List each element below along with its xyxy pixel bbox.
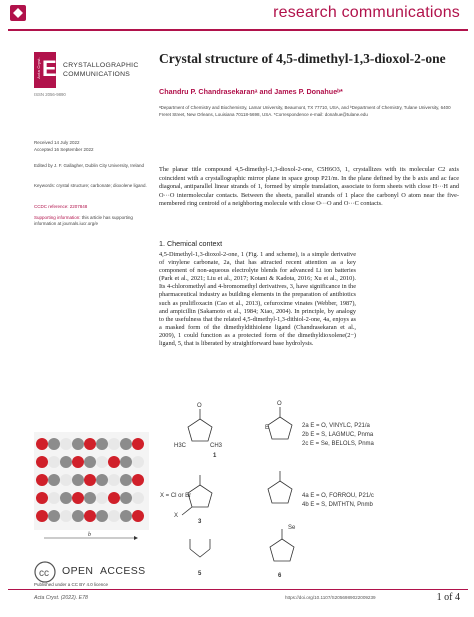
packing-row-5 xyxy=(36,510,144,522)
packing-atom xyxy=(96,510,108,522)
packing-atom xyxy=(36,438,48,450)
open-access-icon xyxy=(34,561,56,583)
packing-atom xyxy=(48,456,60,468)
journal-logo xyxy=(34,52,56,88)
scheme-label-5: 5 xyxy=(198,571,202,577)
scheme-label-3: 3 xyxy=(198,519,202,525)
chemical-scheme xyxy=(160,399,460,589)
scheme-x-note: X = Cl or Br xyxy=(160,493,192,499)
scheme-ring-3 xyxy=(188,485,212,507)
packing-atom xyxy=(60,474,72,486)
packing-atom xyxy=(60,510,72,522)
packing-atom xyxy=(132,510,144,522)
journal-logo-letter: E xyxy=(42,56,57,81)
packing-atom xyxy=(72,492,84,504)
packing-atom xyxy=(48,510,60,522)
packing-row-1 xyxy=(36,438,144,450)
scheme-diolate-5 xyxy=(190,549,210,557)
journal-name-line1: CRYSTALLOGRAPHIC xyxy=(63,62,139,69)
packing-atom xyxy=(60,456,72,468)
packing-atom xyxy=(120,510,132,522)
packing-atom xyxy=(72,438,84,450)
packing-atom xyxy=(96,456,108,468)
packing-atom xyxy=(96,438,108,450)
footer-citation: Acta Cryst. (2022). E78 xyxy=(34,595,88,601)
scheme-row-2c: 2c E = Se, BELOLS, Pnma xyxy=(302,441,374,447)
scheme-ch2x-3 xyxy=(182,507,192,515)
article-title: Crystal structure of 4,5-dimethyl-1,3-dioxol-2-one xyxy=(159,51,446,66)
scheme-label-1: 1 xyxy=(213,453,217,459)
packing-atom xyxy=(48,492,60,504)
packing-atom xyxy=(120,492,132,504)
packing-atom xyxy=(108,510,120,522)
footer-page: 1 of 4 xyxy=(436,592,460,603)
axis-b-label: b xyxy=(88,532,91,538)
packing-atom xyxy=(96,492,108,504)
packing-atom xyxy=(132,474,144,486)
packing-atom xyxy=(60,492,72,504)
supporting-label: Supporting information: xyxy=(34,215,81,220)
packing-atom xyxy=(36,474,48,486)
scheme-row-2a: 2a E = O, VINYLC, P21/a xyxy=(302,423,370,429)
scheme-row-2b: 2b E = S, LAGMUC, Pnma xyxy=(302,432,374,438)
scheme-methyl-r: CH3 xyxy=(210,443,223,449)
packing-atom xyxy=(72,456,84,468)
packing-atom xyxy=(84,438,96,450)
journal-vertical-label: Acta Cryst. xyxy=(36,57,41,79)
svg-text:cc: cc xyxy=(39,568,49,579)
scheme-ring-2 xyxy=(268,417,292,439)
packing-atom xyxy=(120,474,132,486)
scheme-e-atom: E xyxy=(265,425,270,431)
section-body: 4,5-Dimethyl-1,3-dioxol-2-one, 1 (Fig. 1 and scheme), is a simple derivative of vinylene carbonate, 2a, that has attracted recent attention as a key component of non-aqueous electrolyte blends for advanced Li ion batteries (Park et al., 2021; Liu et al., 2017; Kotani & Kadota, 2016; Xu et al., 2010). Its 4-chloromethyl and 4-bromomethyl derivatives, 3, have significance in the pharmaceutical industry as building elements in the preparation of antibiotics such as prulifloxacin (Cao et al., 2013), cefuroxime vinates (Webber, 1987), and ampicillin (Sakamoto et al., 1984; Xiao, 2004). In principle, by analogy to the usefulness that the related 4,5-dimethyl-1,3-dithiol-2-one, 4a, enjoys as a masked form of the dimethyldithiolene ligand (Chandrasekaran et al., 2009), 1 could function as a protected form of the dimethyldioxolene(2−) ligand, 5, that is liberated by straightforward base hydrolysis. xyxy=(159,251,356,348)
packing-row-2 xyxy=(36,456,144,468)
packing-atom xyxy=(108,456,120,468)
packing-atom xyxy=(72,510,84,522)
packing-atom xyxy=(96,474,108,486)
scheme-ring-1 xyxy=(188,419,212,441)
packing-atom xyxy=(132,438,144,450)
edited-by: Edited by J. F. Gallagher, Dublin City University, Ireland xyxy=(34,163,144,168)
packing-atom xyxy=(48,438,60,450)
abstract: The planar title compound 4,5-dimethyl-1,3-dioxol-2-one, C5H6O3, 1, crystallizes with its molecular C2 axis coincident with a crystallographic mirror plane in space group P21/m. In the plane defined by the b axis and ac face diagonal, antiparallel linear strands of 1, formed by simple translation, associate to form sheets with close H···H and O···O intermolecular contacts. Between the sheets, parallel strands of 1 place the carbonyl O atom near the five-membered ring centroid of a neighboring molecule with close O···O and O···C contacts. xyxy=(159,166,459,208)
license-text: Published under a CC BY 4.0 licence xyxy=(34,582,108,587)
header-bar xyxy=(0,0,474,27)
axis-b-arrow xyxy=(134,536,138,540)
packing-axes xyxy=(34,530,149,544)
scheme-row-4b: 4b E = S, DMTHTN, Pnmb xyxy=(302,502,373,508)
section-title: research communications xyxy=(273,4,460,21)
open-access-label: OPEN ACCESS xyxy=(62,565,146,577)
ccdc-reference[interactable]: CCDC reference: 2207848 xyxy=(34,204,88,209)
authors[interactable]: Chandru P. Chandrasekaranᵃ and James P. Donahueᵇ* xyxy=(159,87,343,96)
footer-rule xyxy=(8,589,468,590)
packing-atom xyxy=(120,438,132,450)
packing-atom xyxy=(108,474,120,486)
packing-atom xyxy=(36,510,48,522)
scheme-se-atom: Se xyxy=(288,525,296,531)
packing-atom xyxy=(36,492,48,504)
packing-atom xyxy=(84,474,96,486)
packing-atom xyxy=(108,492,120,504)
journal-name-line2: COMMUNICATIONS xyxy=(63,71,131,78)
scheme-x-atom: X xyxy=(174,513,179,519)
packing-figure xyxy=(34,432,149,530)
footer-doi[interactable]: https://doi.org/10.1107/S2056989022009239 xyxy=(285,595,376,600)
scheme-label-6: 6 xyxy=(278,573,282,579)
journal-name xyxy=(63,61,139,79)
supporting-text: this article has supporting information at journals.iucr.org/e xyxy=(34,215,133,227)
packing-atom xyxy=(60,438,72,450)
packing-row-3 xyxy=(36,474,144,486)
scheme-o-atom-2: O xyxy=(277,401,282,407)
keywords: Keywords: crystal structure; carbonate; dioxolene ligand. xyxy=(34,183,147,188)
issn: ISSN 2056-9890 xyxy=(34,92,66,97)
iucr-logo-icon xyxy=(10,5,26,21)
scheme-row-4a: 4a E = O, FORROU, P21/c xyxy=(302,493,374,499)
packing-atom xyxy=(84,456,96,468)
scheme-o-atom: O xyxy=(197,403,202,409)
packing-atom xyxy=(48,474,60,486)
header-rule xyxy=(8,29,468,31)
scheme-methyl: H3C xyxy=(174,443,187,449)
scheme-ring-4 xyxy=(268,481,292,503)
packing-atom xyxy=(72,474,84,486)
packing-atom xyxy=(108,438,120,450)
packing-atom xyxy=(132,456,144,468)
scheme-ring-6 xyxy=(270,539,294,561)
supporting-information[interactable] xyxy=(34,215,149,227)
packing-atom xyxy=(36,456,48,468)
packing-row-4 xyxy=(36,492,144,504)
packing-atom xyxy=(84,492,96,504)
packing-atom xyxy=(132,492,144,504)
affiliations: ᵃDepartment of Chemistry and Biochemistry, Lamar University, Beaumont, TX 77710, USA, and ᵇDepartment of Chemistry, Tulane University, 6400 Freret Street, New Orleans, Louisiana 70118-5698, USA. *Correspondence e-mail: donahue@tulane.edu xyxy=(159,105,451,117)
received-date: Received 14 July 2022 xyxy=(34,140,80,145)
packing-atom xyxy=(120,456,132,468)
section-heading: 1. Chemical context xyxy=(159,239,223,248)
packing-atom xyxy=(84,510,96,522)
accepted-date: Accepted 16 September 2022 xyxy=(34,147,94,152)
